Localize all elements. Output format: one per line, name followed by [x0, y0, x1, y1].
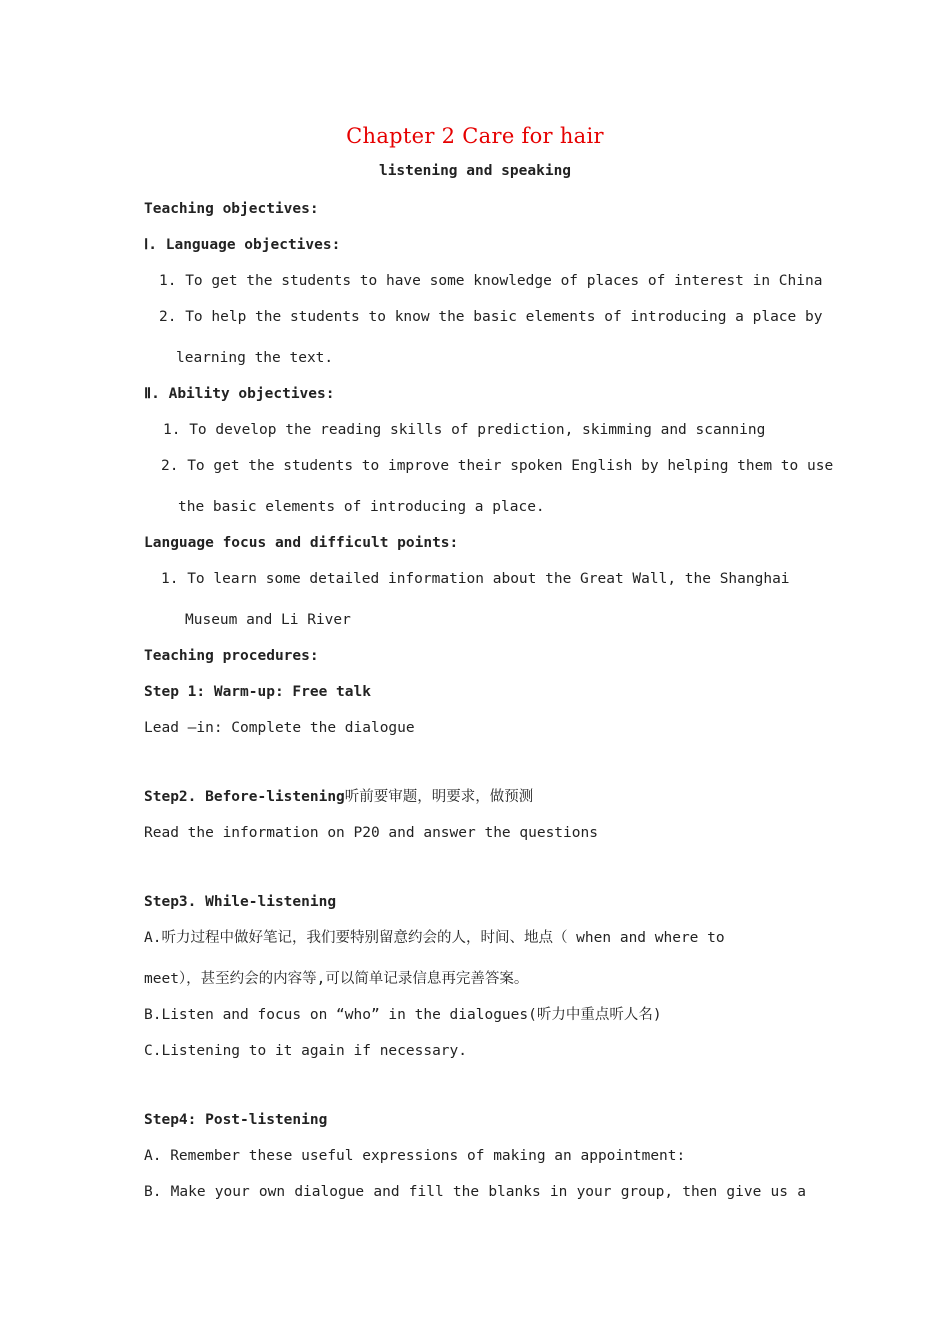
word: in [549, 1184, 568, 1200]
word: Make [170, 1184, 206, 1200]
word: dialogue [294, 1184, 365, 1200]
focus-item-1-cont: Museum and Li River [185, 612, 351, 628]
word: own [258, 1184, 286, 1200]
step3-item-a: A.听力过程中做好笔记，我们要特别留意约会的人，时间、地点（ when and where to [144, 930, 725, 946]
word: your [576, 1184, 612, 1200]
word: the [452, 1184, 480, 1200]
language-objective-2-cont: learning the text. [176, 350, 334, 366]
step2-heading: Step2. Before-listening [144, 789, 345, 805]
step1-heading: Step 1: Warm-up: Free talk [144, 684, 371, 700]
step3-item-c: C.Listening to it again if necessary. [144, 1043, 468, 1059]
ability-objective-2-cont: the basic elements of introducing a place. [178, 499, 545, 515]
step2-heading-cn: 听前要审题，明要求，做预测 [344, 789, 534, 805]
word: blanks [488, 1184, 541, 1200]
step2-heading-row [144, 787, 533, 807]
word: a [797, 1184, 806, 1200]
step3-item-b: B.Listen and focus on “who” in the dialogues(听力中重点听人名) [144, 1007, 662, 1023]
word: B. [144, 1184, 162, 1200]
step4-item-a: A. Remember these useful expressions of making an appointment: [144, 1148, 686, 1164]
language-objective-2: 2. To help the students to know the basic elements of introducing a place by [159, 309, 823, 325]
step1-text: Lead –in: Complete the dialogue [144, 720, 415, 736]
ability-objectives-heading: Ⅱ. Ability objectives: [144, 386, 335, 402]
teaching-objectives-heading: Teaching objectives: [144, 201, 319, 217]
step4-heading: Step4: Post-listening [144, 1112, 328, 1128]
focus-item-1: 1. To learn some detailed information about the Great Wall, the Shanghai [161, 571, 790, 587]
ability-objective-1: 1. To develop the reading skills of prediction, skimming and scanning [163, 422, 766, 438]
language-objective-1: 1. To get the students to have some knowledge of places of interest in China [159, 273, 823, 289]
word: fill [408, 1184, 444, 1200]
word: and [373, 1184, 400, 1200]
word: us [770, 1184, 789, 1200]
word: give [726, 1184, 762, 1200]
word: group, [620, 1184, 674, 1200]
language-objectives-heading: Ⅰ. Language objectives: [144, 237, 341, 253]
procedures-heading: Teaching procedures: [144, 648, 319, 664]
step4-item-b [144, 1182, 806, 1202]
focus-heading: Language focus and difficult points: [144, 535, 459, 551]
step3-heading: Step3. While-listening [144, 894, 337, 910]
document-subtitle: listening and speaking [378, 163, 572, 179]
ability-objective-2: 2. To get the students to improve their spoken English by helping them to use [161, 458, 834, 474]
document-title: Chapter 2 Care for hair [346, 124, 604, 148]
word: your [214, 1184, 250, 1200]
word: then [682, 1184, 718, 1200]
step2-text: Read the information on P20 and answer the questions [144, 825, 598, 841]
step3-item-a-cont: meet），甚至约会的内容等,可以简单记录信息再完善答案。 [144, 971, 529, 987]
